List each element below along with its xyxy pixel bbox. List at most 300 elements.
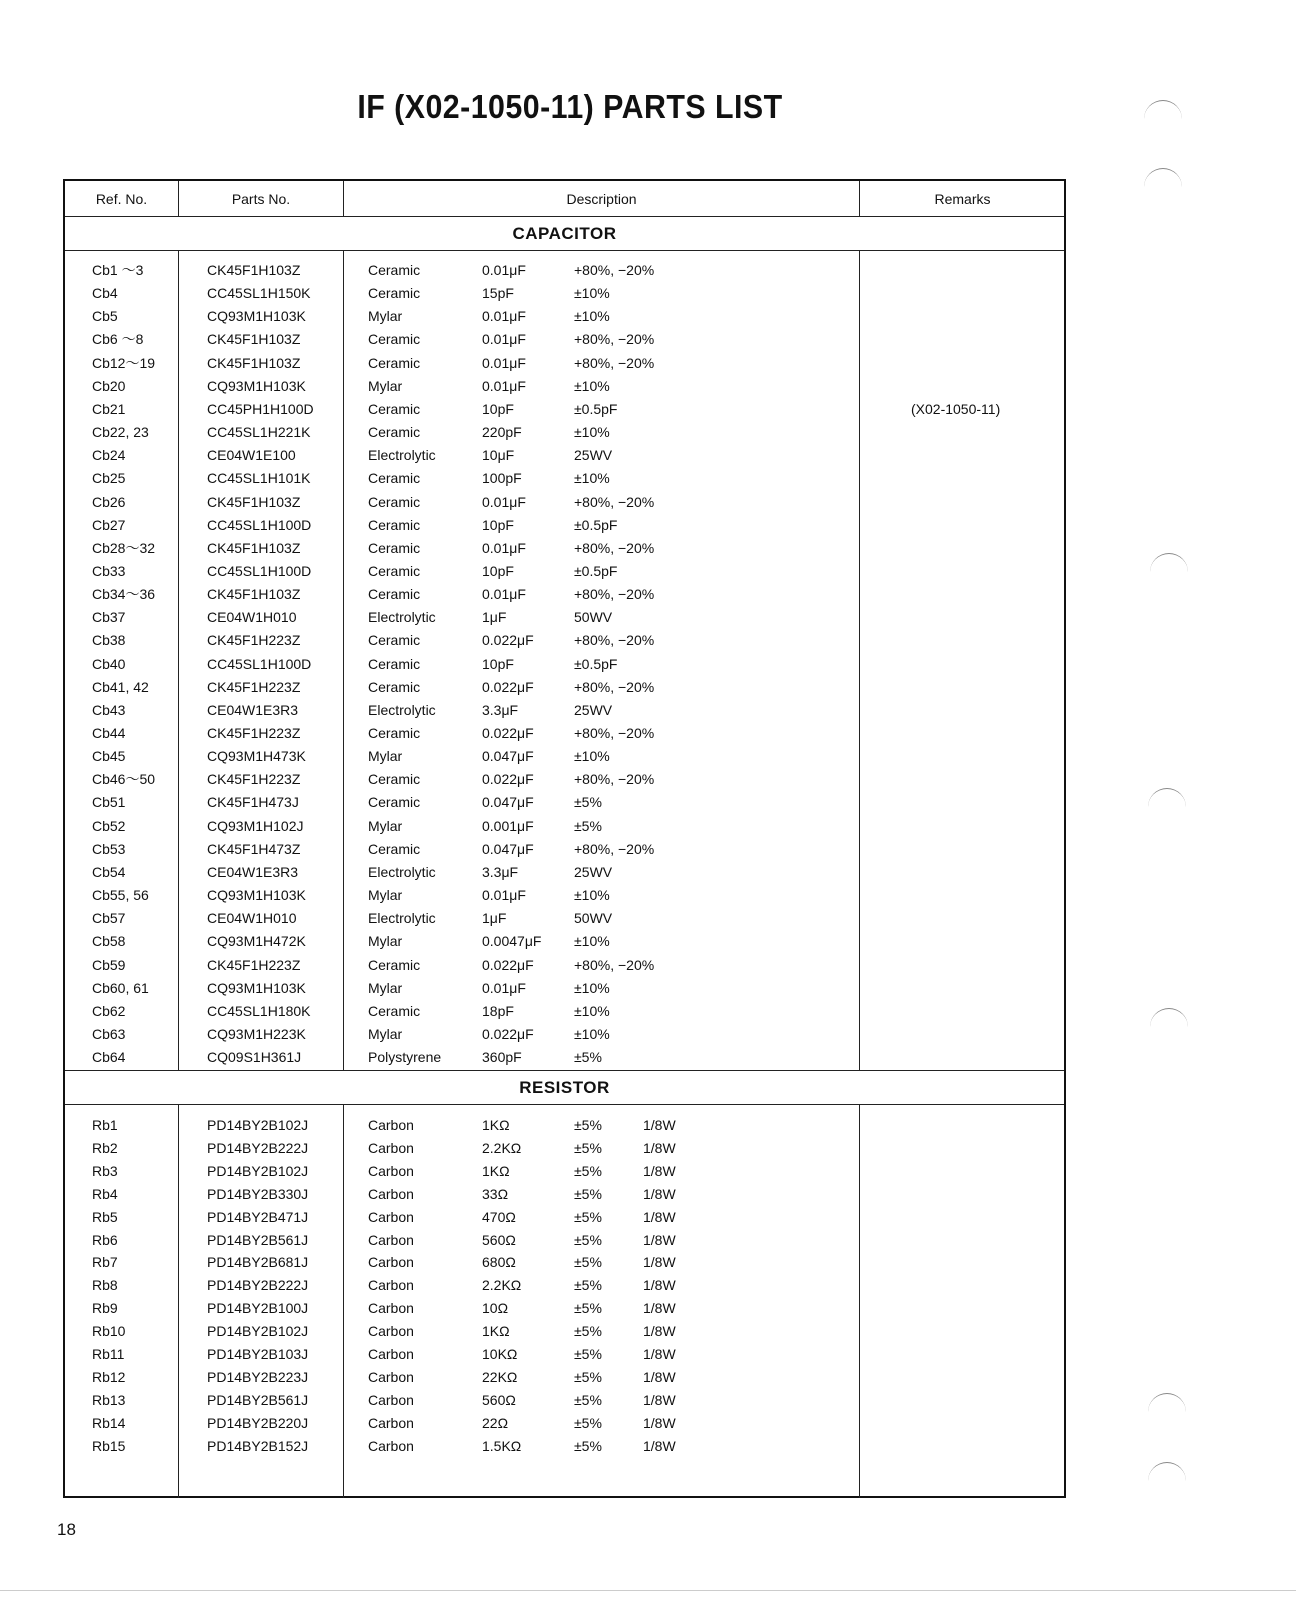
table-row [65, 282, 1064, 305]
part-no: CE04W1E3R3 [207, 701, 299, 718]
component-value: 220pF [482, 424, 522, 441]
component-type: Mylar [368, 933, 403, 950]
part-no: PD14BY2B102J [207, 1162, 309, 1179]
component-value: 10pF [482, 562, 514, 579]
table-row [65, 583, 1064, 606]
component-type: Carbon [368, 1162, 414, 1179]
tolerance: 25WV [574, 701, 613, 718]
component-type: Ceramic [368, 632, 421, 649]
component-value: 0.01μF [482, 354, 526, 371]
table-row [65, 1229, 1064, 1252]
table-row [65, 954, 1064, 977]
component-type: Polystyrene [368, 1049, 442, 1066]
part-no: CK45F1H103Z [207, 262, 301, 278]
tolerance: ±5% [574, 1277, 602, 1294]
part-no: CK45F1H473J [207, 794, 299, 811]
part-no: CC45SL1H150K [207, 285, 311, 302]
power-rating: 1/8W [643, 1437, 676, 1454]
ref-no: Cb34～36 [92, 586, 156, 603]
part-no: CK45F1H103Z [207, 586, 301, 603]
ref-no: Cb24 [92, 447, 126, 464]
component-type: Ceramic [368, 840, 421, 857]
table-row [65, 259, 1064, 282]
component-type: Carbon [368, 1437, 414, 1454]
part-no: CK45F1H103Z [207, 354, 301, 371]
tolerance: +80%, −20% [574, 539, 655, 556]
ref-no: Cb57 [92, 910, 126, 927]
part-no: CQ93M1H103K [207, 377, 306, 394]
table-row [65, 1160, 1064, 1183]
component-value: 22KΩ [482, 1368, 518, 1385]
part-no: CK45F1H103Z [207, 493, 301, 510]
component-value: 10KΩ [482, 1346, 518, 1362]
binder-hole-mark [1150, 553, 1188, 578]
part-no: PD14BY2B330J [207, 1185, 309, 1202]
ref-no: Cb41, 42 [92, 678, 149, 695]
ref-no: Cb33 [92, 562, 126, 579]
table-row [65, 537, 1064, 560]
table-row [65, 884, 1064, 907]
component-type: Ceramic [368, 400, 421, 417]
ref-no: Cb62 [92, 1002, 126, 1019]
part-no: PD14BY2B222J [207, 1139, 309, 1156]
ref-no: Cb22, 23 [92, 424, 149, 441]
component-type: Electrolytic [368, 910, 436, 927]
component-type: Ceramic [368, 424, 421, 441]
component-type: Electrolytic [368, 609, 436, 626]
component-value: 3.3μF [482, 863, 519, 880]
ref-no: Rb15 [92, 1437, 126, 1454]
part-no: PD14BY2B103J [207, 1346, 309, 1362]
table-row [65, 907, 1064, 930]
table-row [65, 1137, 1064, 1160]
ref-no: Cb63 [92, 1025, 126, 1042]
ref-no: Rb7 [92, 1254, 118, 1271]
tolerance: ±10% [574, 748, 610, 765]
part-no: CQ93M1H473K [207, 748, 306, 765]
component-type: Ceramic [368, 771, 421, 788]
part-no: PD14BY2B561J [207, 1391, 309, 1408]
component-value: 0.01μF [482, 308, 526, 325]
component-type: Electrolytic [368, 447, 436, 464]
component-value: 1μF [482, 609, 507, 626]
tolerance: +80%, −20% [574, 493, 655, 510]
component-value: 560Ω [482, 1391, 516, 1408]
component-type: Ceramic [368, 562, 421, 579]
ref-no: Rb3 [92, 1162, 118, 1179]
table-row [65, 1412, 1064, 1435]
power-rating: 1/8W [643, 1139, 676, 1156]
component-value: 10μF [482, 447, 515, 464]
component-type: Ceramic [368, 331, 421, 348]
table-row [65, 1297, 1064, 1320]
component-value: 360pF [482, 1049, 522, 1066]
table-row [65, 653, 1064, 676]
component-value: 0.022μF [482, 1025, 534, 1042]
component-value: 10pF [482, 516, 514, 533]
tolerance: ±5% [574, 1139, 602, 1156]
power-rating: 1/8W [643, 1414, 676, 1431]
part-no: CK45F1H103Z [207, 331, 301, 348]
component-value: 0.022μF [482, 725, 534, 741]
header-ref: Ref. No. [95, 191, 148, 207]
tolerance: ±5% [574, 1391, 602, 1408]
ref-no: Rb8 [92, 1277, 118, 1294]
component-type: Carbon [368, 1346, 414, 1362]
table-row [65, 815, 1064, 838]
table-row [65, 1320, 1064, 1343]
table-row [65, 629, 1064, 652]
component-type: Mylar [368, 377, 403, 394]
part-no: PD14BY2B152J [207, 1437, 309, 1454]
page-number: 18 [57, 1520, 76, 1539]
table-row [65, 930, 1064, 953]
binder-hole-mark [1148, 1462, 1186, 1487]
table-row [65, 1366, 1064, 1389]
ref-no: Rb14 [92, 1414, 126, 1431]
table-row [65, 1114, 1064, 1137]
tolerance: ±5% [574, 1346, 602, 1362]
tolerance: ±5% [574, 1162, 602, 1179]
component-type: Ceramic [368, 354, 421, 371]
ref-no: Cb20 [92, 377, 126, 394]
power-rating: 1/8W [643, 1162, 676, 1179]
tolerance: ±10% [574, 308, 610, 325]
ref-no: Cb38 [92, 632, 126, 649]
power-rating: 1/8W [643, 1208, 676, 1225]
component-value: 1KΩ [482, 1162, 510, 1179]
tolerance: ±5% [574, 1254, 602, 1271]
section-capacitor: CAPACITOR [512, 224, 617, 243]
component-value: 0.01μF [482, 377, 526, 394]
binder-hole-mark [1148, 1393, 1186, 1418]
component-value: 33Ω [482, 1185, 509, 1202]
ref-no: Cb45 [92, 748, 126, 765]
ref-no: Cb12～19 [92, 354, 156, 371]
component-type: Ceramic [368, 678, 421, 695]
component-type: Mylar [368, 308, 403, 325]
part-no: CE04W1E3R3 [207, 863, 299, 880]
ref-no: Cb1 ～3 [92, 262, 144, 278]
table-row [65, 1274, 1064, 1297]
tolerance: ±5% [574, 817, 602, 834]
tolerance: ±5% [574, 1049, 602, 1066]
component-type: Mylar [368, 979, 403, 996]
component-type: Carbon [368, 1300, 414, 1317]
component-type: Ceramic [368, 655, 421, 672]
tolerance: ±5% [574, 1208, 602, 1225]
power-rating: 1/8W [643, 1231, 676, 1248]
part-no: CC45SL1H180K [207, 1002, 311, 1019]
tolerance: ±0.5pF [574, 516, 618, 533]
tolerance: ±10% [574, 1025, 610, 1042]
part-no: CE04W1H010 [207, 609, 297, 626]
ref-no: Rb5 [92, 1208, 118, 1225]
ref-no: Rb13 [92, 1391, 126, 1408]
ref-no: Rb11 [92, 1346, 125, 1362]
component-type: Mylar [368, 817, 403, 834]
binder-hole-mark [1144, 168, 1182, 193]
table-row [65, 1435, 1064, 1458]
part-no: CQ93M1H472K [207, 933, 306, 950]
tolerance: 25WV [574, 863, 613, 880]
tolerance: ±10% [574, 424, 610, 441]
part-no: CK45F1H223Z [207, 725, 301, 741]
table-row [65, 352, 1064, 375]
table-row [65, 421, 1064, 444]
table-row [65, 560, 1064, 583]
tolerance: ±5% [574, 1437, 602, 1454]
binder-hole-mark [1148, 788, 1186, 813]
tolerance: 50WV [574, 910, 613, 927]
tolerance: ±10% [574, 933, 610, 950]
ref-no: Cb43 [92, 701, 126, 718]
ref-no: Cb26 [92, 493, 126, 510]
part-no: PD14BY2B100J [207, 1300, 309, 1317]
component-value: 0.01μF [482, 331, 526, 348]
ref-no: Rb6 [92, 1231, 118, 1248]
ref-no: Rb9 [92, 1300, 118, 1317]
table-row [65, 375, 1064, 398]
part-no: CQ93M1H103K [207, 887, 306, 904]
component-value: 0.0047μF [482, 933, 542, 950]
power-rating: 1/8W [643, 1277, 676, 1294]
header-remarks: Remarks [934, 191, 991, 207]
tolerance: ±5% [574, 1414, 602, 1431]
component-type: Ceramic [368, 470, 421, 487]
ref-no: Cb55, 56 [92, 887, 149, 904]
power-rating: 1/8W [643, 1185, 676, 1202]
tolerance: +80%, −20% [574, 586, 655, 603]
tolerance: +80%, −20% [574, 331, 655, 348]
table-row [65, 1251, 1064, 1274]
table-row [65, 491, 1064, 514]
component-type: Ceramic [368, 539, 421, 556]
ref-no: Rb4 [92, 1185, 118, 1202]
table-row [65, 398, 1064, 421]
binder-hole-mark [1144, 100, 1182, 125]
component-value: 0.01μF [482, 262, 526, 278]
part-no: CK45F1H223Z [207, 771, 301, 788]
power-rating: 1/8W [643, 1391, 676, 1408]
part-no: PD14BY2B102J [207, 1323, 309, 1340]
component-value: 0.022μF [482, 771, 534, 788]
table-row [65, 676, 1064, 699]
component-type: Carbon [368, 1117, 414, 1133]
table-row [65, 1389, 1064, 1412]
power-rating: 1/8W [643, 1300, 676, 1317]
part-no: CE04W1E100 [207, 447, 296, 464]
part-no: CQ93M1H103K [207, 979, 306, 996]
power-rating: 1/8W [643, 1323, 676, 1340]
table-row [65, 606, 1064, 629]
ref-no: Cb4 [92, 285, 118, 302]
table-row [65, 791, 1064, 814]
table-row [65, 768, 1064, 791]
ref-no: Cb64 [92, 1049, 126, 1066]
page-edge [0, 1590, 1296, 1591]
ref-no: Cb51 [92, 794, 126, 811]
power-rating: 1/8W [643, 1346, 676, 1362]
tolerance: ±5% [574, 1231, 602, 1248]
component-value: 0.01μF [482, 493, 526, 510]
table-row [65, 1023, 1064, 1046]
table-row [65, 1000, 1064, 1023]
table-row [65, 328, 1064, 351]
component-type: Ceramic [368, 262, 421, 278]
component-value: 18pF [482, 1002, 514, 1019]
table-row [65, 838, 1064, 861]
tolerance: +80%, −20% [574, 771, 655, 788]
tolerance: ±10% [574, 979, 610, 996]
ref-no: Cb52 [92, 817, 126, 834]
component-value: 2.2KΩ [482, 1139, 522, 1156]
component-type: Carbon [368, 1391, 414, 1408]
tolerance: ±10% [574, 887, 610, 904]
tolerance: +80%, −20% [574, 354, 655, 371]
ref-no: Cb5 [92, 308, 118, 325]
component-value: 0.047μF [482, 794, 534, 811]
ref-no: Cb46～50 [92, 771, 156, 788]
tolerance: ±0.5pF [574, 562, 618, 579]
component-value: 2.2KΩ [482, 1277, 522, 1294]
tolerance: +80%, −20% [574, 725, 655, 741]
ref-no: Rb10 [92, 1323, 126, 1340]
part-no: CK45F1H223Z [207, 632, 301, 649]
component-value: 0.047μF [482, 748, 534, 765]
component-value: 0.047μF [482, 840, 534, 857]
part-no: CK45F1H473Z [207, 840, 301, 857]
tolerance: ±5% [574, 794, 602, 811]
component-type: Carbon [368, 1368, 414, 1385]
ref-no: Cb60, 61 [92, 979, 149, 996]
ref-no: Cb28～32 [92, 539, 156, 556]
component-type: Ceramic [368, 1002, 421, 1019]
table-row [65, 722, 1064, 745]
part-no: CK45F1H103Z [207, 539, 301, 556]
component-type: Ceramic [368, 794, 421, 811]
component-value: 0.01μF [482, 586, 526, 603]
part-no: PD14BY2B471J [207, 1208, 309, 1225]
part-no: PD14BY2B681J [207, 1254, 309, 1271]
part-no: CC45SL1H100D [207, 655, 312, 672]
part-no: CQ93M1H223K [207, 1025, 306, 1042]
ref-no: Cb58 [92, 933, 126, 950]
component-type: Ceramic [368, 725, 421, 741]
component-type: Carbon [368, 1254, 414, 1271]
tolerance: ±5% [574, 1323, 602, 1340]
power-rating: 1/8W [643, 1254, 676, 1271]
component-value: 1KΩ [482, 1323, 510, 1340]
component-type: Carbon [368, 1414, 414, 1431]
component-value: 10Ω [482, 1300, 509, 1317]
tolerance: ±5% [574, 1300, 602, 1317]
parts-table [63, 179, 1066, 1498]
component-value: 0.022μF [482, 956, 534, 973]
ref-no: Cb59 [92, 956, 126, 973]
ref-no: Cb6 ～8 [92, 331, 144, 348]
part-no: CC45PH1H100D [207, 400, 314, 417]
ref-no: Cb27 [92, 516, 126, 533]
tolerance: ±10% [574, 470, 610, 487]
ref-no: Cb44 [92, 725, 126, 741]
component-value: 1KΩ [482, 1117, 510, 1133]
component-value: 470Ω [482, 1208, 516, 1225]
component-value: 0.001μF [482, 817, 534, 834]
table-row [65, 514, 1064, 537]
component-type: Ceramic [368, 516, 421, 533]
component-type: Ceramic [368, 493, 421, 510]
table-row [65, 444, 1064, 467]
component-value: 3.3μF [482, 701, 519, 718]
tolerance: 50WV [574, 609, 613, 626]
page-title: IF (X02-1050-11) PARTS LIST [357, 88, 783, 125]
ref-no: Rb2 [92, 1139, 118, 1156]
component-type: Ceramic [368, 586, 421, 603]
tolerance: +80%, −20% [574, 262, 655, 278]
tolerance: 25WV [574, 447, 613, 464]
tolerance: ±10% [574, 285, 610, 302]
component-type: Carbon [368, 1139, 414, 1156]
part-no: CQ09S1H361J [207, 1049, 302, 1066]
part-no: CQ93M1H103K [207, 308, 306, 325]
tolerance: ±5% [574, 1117, 602, 1133]
ref-no: Cb25 [92, 470, 126, 487]
part-no: CK45F1H223Z [207, 956, 301, 973]
ref-no: Cb40 [92, 655, 126, 672]
component-value: 0.022μF [482, 632, 534, 649]
component-type: Mylar [368, 748, 403, 765]
part-no: CC45SL1H221K [207, 424, 311, 441]
ref-no: Cb54 [92, 863, 126, 880]
part-no: CK45F1H223Z [207, 678, 301, 695]
ref-no: Rb1 [92, 1117, 118, 1133]
ref-no: Cb37 [92, 609, 126, 626]
table-row [65, 861, 1064, 884]
part-no: PD14BY2B220J [207, 1414, 309, 1431]
table-row [65, 1046, 1064, 1069]
component-type: Ceramic [368, 956, 421, 973]
part-no: CC45SL1H100D [207, 516, 312, 533]
table-row [65, 1206, 1064, 1229]
tolerance: +80%, −20% [574, 632, 655, 649]
component-value: 680Ω [482, 1254, 516, 1271]
ref-no: Rb12 [92, 1368, 126, 1385]
part-no: PD14BY2B561J [207, 1231, 309, 1248]
component-value: 560Ω [482, 1231, 516, 1248]
part-no: CE04W1H010 [207, 910, 297, 927]
ref-no: Cb53 [92, 840, 126, 857]
table-row [65, 305, 1064, 328]
table-row [65, 699, 1064, 722]
component-value: 100pF [482, 470, 522, 487]
tolerance: +80%, −20% [574, 678, 655, 695]
header-description: Description [566, 191, 637, 207]
component-type: Carbon [368, 1185, 414, 1202]
table-row [65, 745, 1064, 768]
component-type: Electrolytic [368, 863, 436, 880]
table-row [65, 467, 1064, 490]
tolerance: ±0.5pF [574, 655, 618, 672]
part-no: PD14BY2B222J [207, 1277, 309, 1294]
table-row [65, 1183, 1064, 1206]
component-type: Carbon [368, 1208, 414, 1225]
remarks: (X02-1050-11) [911, 400, 1001, 417]
component-value: 1μF [482, 910, 507, 927]
component-value: 22Ω [482, 1414, 509, 1431]
tolerance: +80%, −20% [574, 956, 655, 973]
tolerance: ±10% [574, 377, 610, 394]
